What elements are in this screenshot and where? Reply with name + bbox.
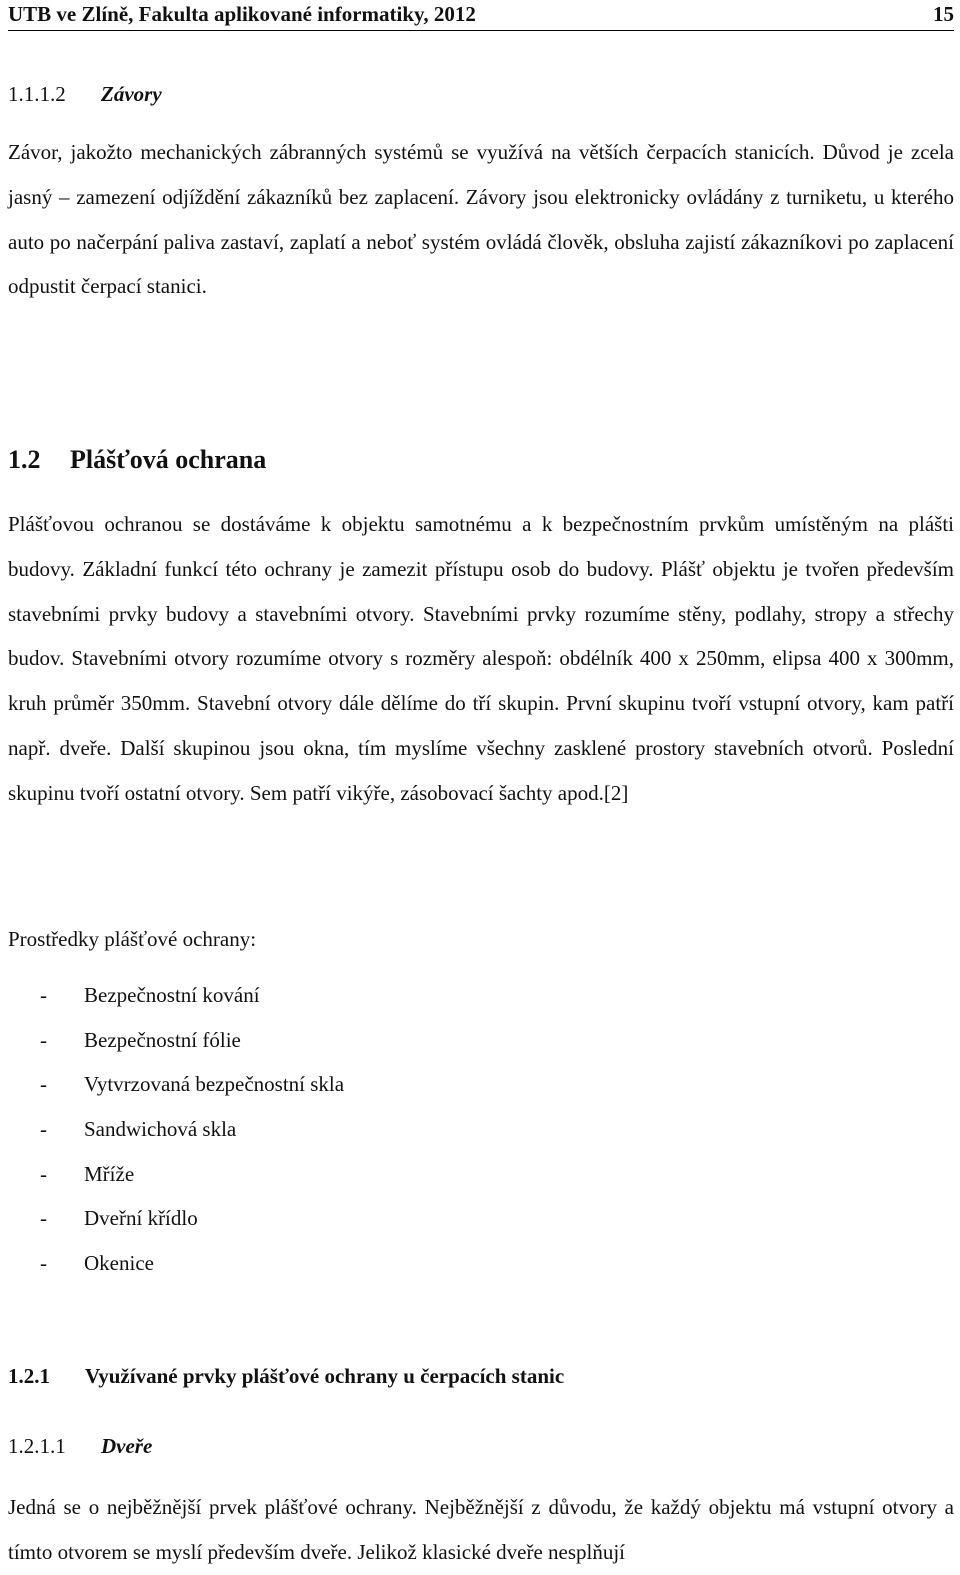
list-item-text: Vytvrzovaná bezpečnostní skla — [84, 1072, 345, 1097]
heading-title: Plášťová ochrana — [70, 445, 267, 474]
heading-1-2-1 — [8, 1364, 954, 1389]
list-item — [8, 1018, 954, 1063]
list-item-text: Dveřní křídlo — [84, 1206, 198, 1231]
paragraph-plastova-ochrana — [8, 502, 954, 816]
list-dash: - — [40, 1072, 47, 1097]
heading-1-2-1-1 — [8, 1434, 954, 1459]
heading-number: 1.1.1.2 — [8, 82, 66, 106]
list-item — [8, 973, 954, 1018]
list-item-text: Bezpečnostní kování — [84, 983, 260, 1007]
heading-number: 1.2.1 — [8, 1364, 50, 1388]
paragraph-text: Jedná se o nejběžnější prvek plášťové ochrany. Nejběžnější z důvodu, že každý objektu má vstupní otvory a tímto otvorem se myslí především dveře. Jelikož klasické dveře nesplňují — [8, 1495, 954, 1564]
list-item — [8, 1107, 954, 1152]
list-item-text: Mříže — [84, 1161, 135, 1186]
list-intro — [8, 917, 954, 962]
heading-1-2 — [8, 445, 954, 475]
list-item-text: Okenice — [84, 1251, 154, 1276]
heading-1-1-1-2 — [8, 82, 954, 107]
list-item — [8, 1062, 954, 1107]
heading-title: Závory — [101, 82, 162, 106]
paragraph-zavory — [8, 130, 954, 309]
list-dash: - — [40, 1161, 47, 1186]
list-intro-text: Prostředky plášťové ochrany: — [8, 927, 257, 951]
list-item — [8, 1152, 954, 1197]
page-number: 15 — [933, 2, 954, 26]
bullet-list — [8, 973, 954, 1286]
page-header — [8, 0, 954, 31]
list-dash: - — [40, 1117, 47, 1142]
heading-number: 1.2.1.1 — [8, 1434, 66, 1458]
document-page — [8, 0, 954, 1568]
list-item — [8, 1241, 954, 1286]
list-dash: - — [40, 1206, 47, 1231]
list-item — [8, 1196, 954, 1241]
header-title: UTB ve Zlíně, Fakulta aplikované informatiky, 2012 — [8, 2, 476, 26]
paragraph-text: Závor, jakožto mechanických zábranných systémů se využívá na větších čerpacích stanicích. Důvod je zcela jasný – zamezení odjíždění zákazníků bez zaplacení. Závory jsou elektronicky ovládány z turniketu, u kterého auto po načerpání paliva zastaví, zaplatí a neboť systém ovládá člověk, obsluha zajistí zákazníkovi po zaplacení odpustit čerpací stanici. — [8, 140, 954, 299]
list-dash: - — [40, 983, 47, 1007]
means-list — [8, 973, 954, 1286]
heading-title: Využívané prvky plášťové ochrany u čerpacích stanic — [85, 1364, 565, 1388]
list-dash: - — [40, 1251, 47, 1276]
list-item-text: Sandwichová skla — [84, 1117, 237, 1142]
list-dash: - — [40, 1027, 47, 1052]
heading-number: 1.2 — [8, 445, 41, 474]
list-item-text: Bezpečnostní fólie — [84, 1027, 241, 1052]
paragraph-text: Plášťovou ochranou se dostáváme k objektu samotnému a k bezpečnostním prvkům umístěným na plášti budovy. Základní funkcí této ochrany je zamezit přístupu osob do budovy. Plášť objektu je tvořen především stavebními prvky budovy a stavebními otvory. Stavebními prvky rozumíme stěny, podlahy, stropy a střechy budov. Stavebními otvory rozumíme otvory s rozměry alespoň: obdélník 400 x 250mm, elipsa 400 x 300mm, kruh průměr 350mm. Stavební otvory dále dělíme do tří skupin. První skupinu tvoří vstupní otvory, kam patří např. dveře. Další skupinou jsou okna, tím myslíme všechny zasklené prostory stavebních otvorů. Poslední skupinu tvoří ostatní otvory. Sem patří vikýře, zásobovací šachty apod.[2] — [8, 512, 954, 805]
paragraph-dvere — [8, 1485, 954, 1575]
heading-title: Dveře — [101, 1434, 153, 1458]
